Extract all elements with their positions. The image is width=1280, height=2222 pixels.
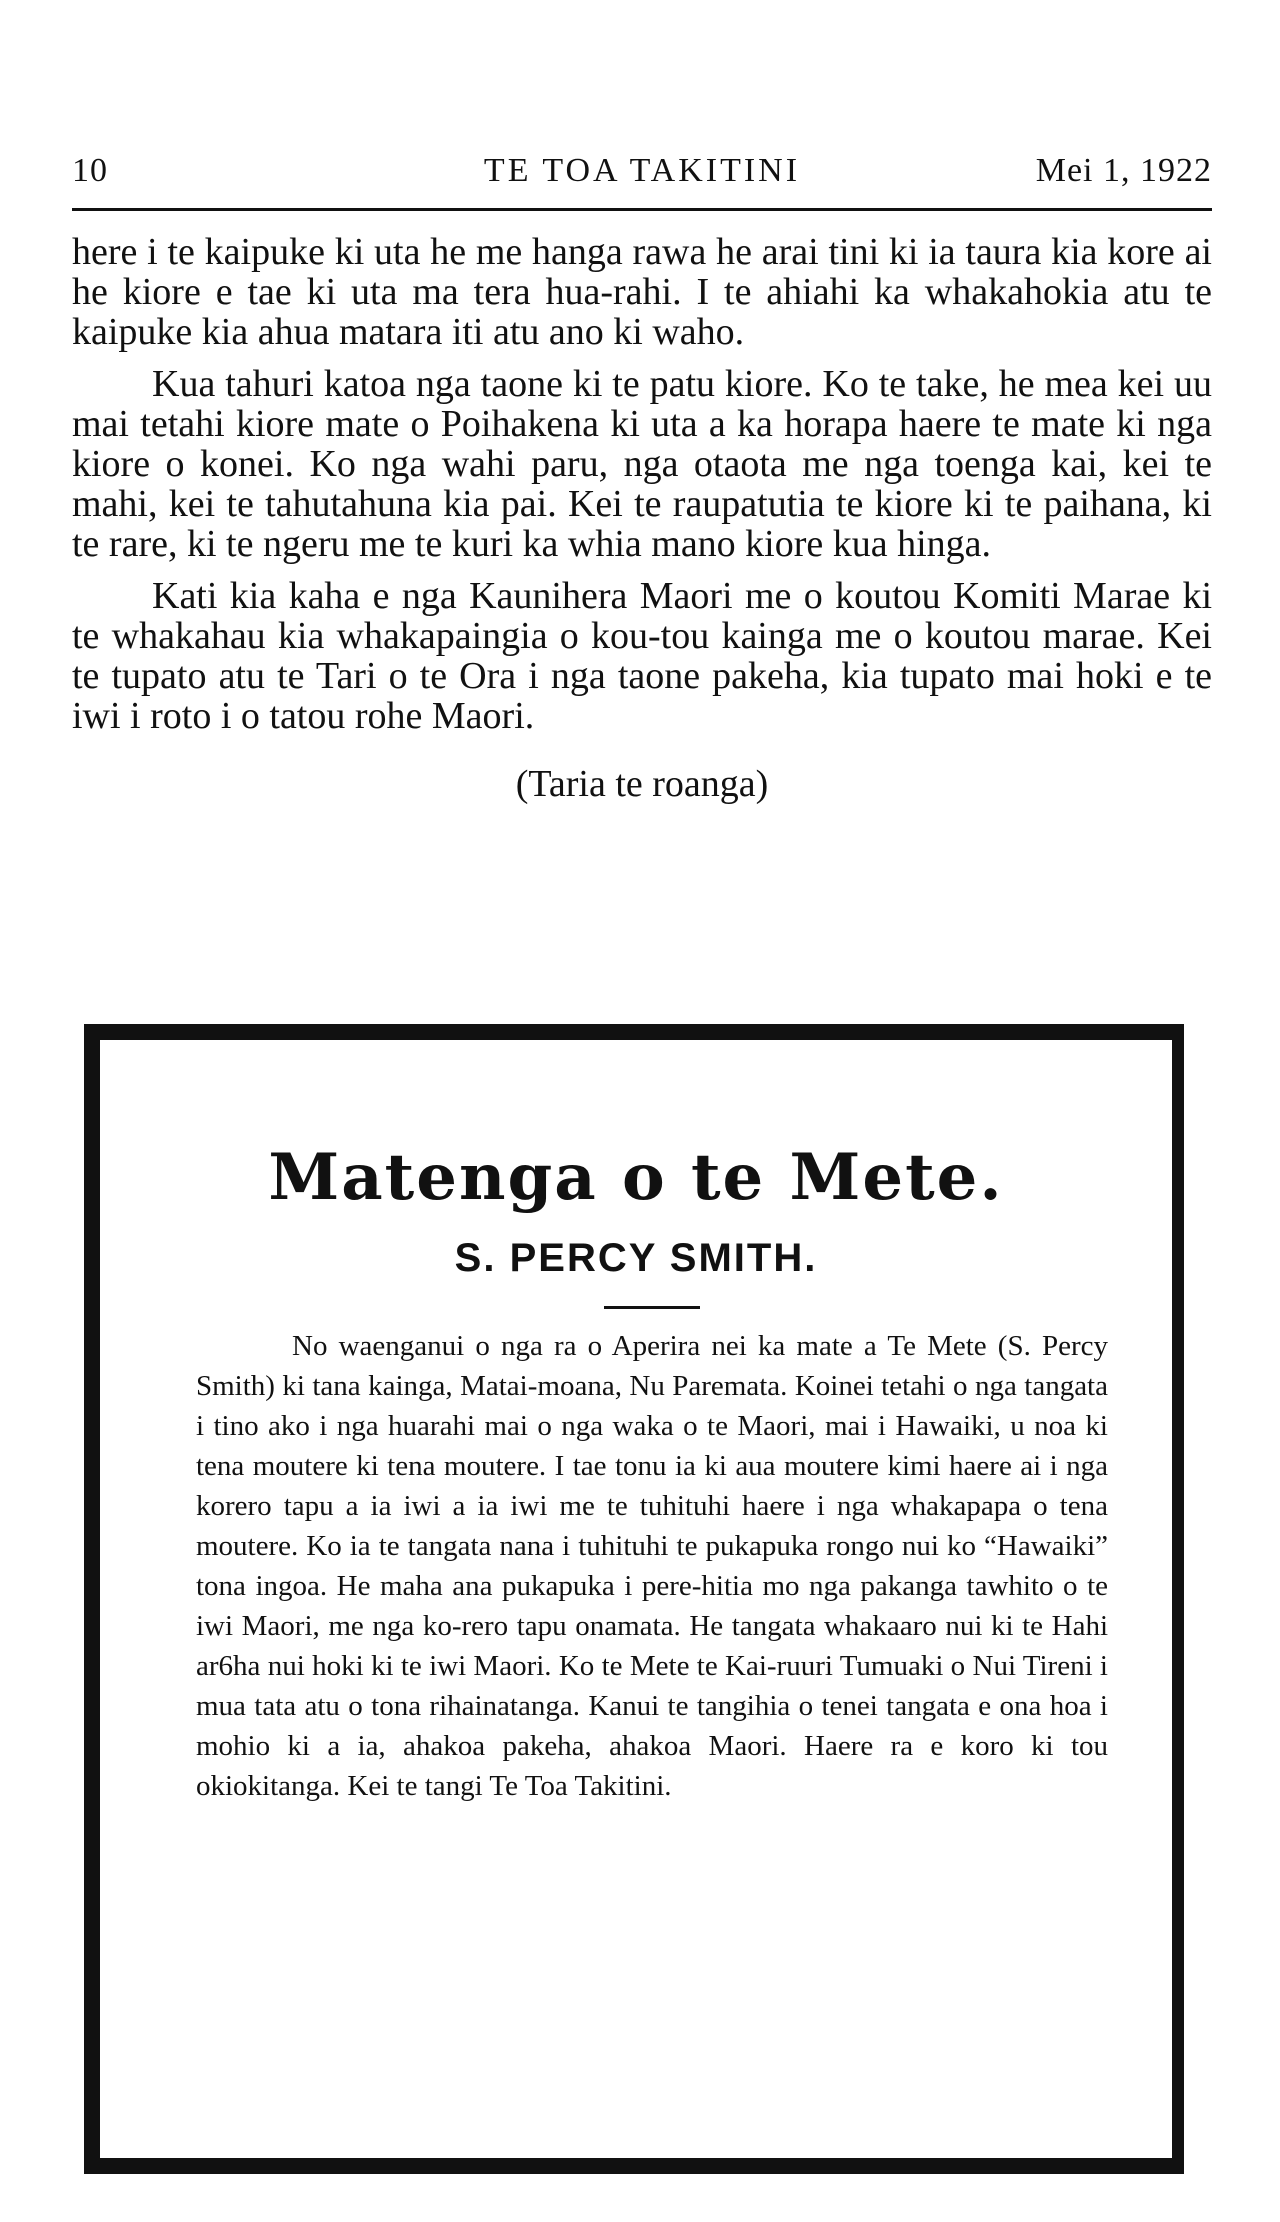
header-rule: [72, 208, 1212, 211]
obituary-paragraph: No waenganui o nga ra o Aperira nei ka mate a Te Mete (S. Percy Smith) ki tana kainga, Matai-moana, Nu Paremata. Koinei tetahi o nga tangata i tino ako i nga huarahi mai o nga waka o te Maori, mai i Hawaiki, u noa ki tena moutere ki tena moutere. I tae tonu ia ki aua moutere kimi haere ai i nga korero tapu a ia iwi a ia iwi me te tuhituhi haere i nga whakapapa o tena moutere. Ko ia te tangata nana i tuhituhi te pukapuka rongo nui ko “Hawaiki” tona ingoa. He maha ana pukapuka i pere-hitia mo nga pakanga tawhito o te iwi Maori, me nga ko-rero tapu onamata. He tangata whakaaro nui ki te Hahi ar6ha nui hoki ki te iwi Maori. Ko te Mete te Kai-ruuri Tumuaki o Nui Tireni i mua tata atu o tona rihainatanga. Kanui te tangihia o tenei tangata e ona hoa i mohio ki a ia, ahakoa pakeha, ahakoa Maori. Haere ra e koro ki tou okiokitanga. Kei te tangi Te Toa Takitini.: [196, 1330, 1108, 1802]
obituary-frame: [84, 1024, 1184, 2174]
article-paragraph-2: Kua tahuri katoa nga taone ki te patu kiore. Ko te take, he mea kei uu mai tetahi kiore mate o Poihakena ki uta a ka horapa haere te mate ki nga kiore o konei. Ko nga wahi paru, nga otaota me nga toenga kai, kei te mahi, kei te tahutahuna kia pai. Kei te raupatutia te kiore ki te paihana, ki te rare, ki te ngeru me te kuri ka whia mano kiore kua hinga.: [72, 363, 1212, 565]
obituary-divider: [604, 1306, 700, 1309]
article-body: [72, 232, 1212, 804]
article-paragraph-1: here i te kaipuke ki uta he me hanga rawa he arai tini ki ia taura kia kore ai he kiore e tae ki uta ma tera hua-rahi. I te ahiahi ka whakahokia atu te kaipuke kia ahua matara iti atu ano ki waho.: [72, 231, 1212, 353]
obituary-title: Matenga o te Mete.: [268, 1140, 1004, 1215]
continued-note: (Taria te roanga): [515, 763, 769, 805]
article-paragraph-3: Kati kia kaha e nga Kaunihera Maori me o koutou Komiti Marae ki te whakahau kia whakapaingia o kou-tou kainga me o koutou marae. Kei te tupato atu te Tari o te Ora i nga taone pakeha, kia tupato mai hoki e te iwi i roto i o tatou rohe Maori.: [72, 575, 1212, 737]
page-header: [72, 152, 1212, 196]
page-number: 10: [72, 152, 108, 189]
obituary-name: S. PERCY SMITH.: [454, 1236, 818, 1280]
obituary-text: [196, 1326, 1108, 1806]
issue-date: Mei 1, 1922: [1035, 152, 1212, 189]
journal-title: TE TOA TAKITINI: [483, 152, 801, 189]
